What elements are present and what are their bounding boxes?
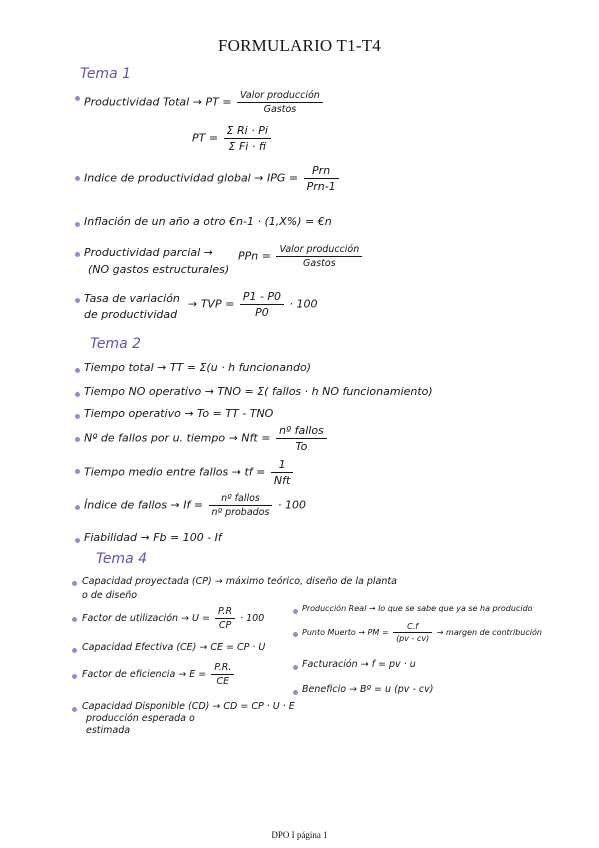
formula-rhs: · 100 (277, 498, 306, 512)
formula-lhs: PPn = (238, 249, 271, 263)
bullet-dot (293, 690, 298, 695)
bullet-dot (72, 707, 77, 712)
fraction-numerator: Prn (304, 164, 339, 179)
fraction-denominator: To (295, 440, 308, 453)
punto-muerto-label: Punto Muerto → PM = (302, 628, 389, 637)
bullet-dot (75, 222, 80, 227)
fraction-numerator: Σ Ri · Pi (224, 124, 271, 139)
productividad-total-formula (192, 124, 273, 153)
bullet-dot (72, 617, 77, 622)
bullet-dot (75, 252, 80, 257)
fraction-denominator: Gastos (263, 104, 297, 115)
indice-global-label: Indice de productividad global → IPG = (84, 171, 299, 185)
fiabilidad-row: Fiabilidad → Fb = 100 - If (84, 531, 222, 544)
tasa-label: Tasa de variación (84, 292, 180, 305)
cap-disponible-line-2: producción esperada o (86, 713, 195, 724)
cap-proyectada-row (82, 576, 397, 587)
tasa-fraction (240, 290, 284, 319)
formula-lhs: → TVP = (188, 297, 235, 311)
bullet-dot (75, 414, 80, 419)
tiempo-operativo-row: Tiempo operativo → To = TT - TNO (84, 407, 274, 420)
formula-rhs: · 100 (289, 297, 318, 311)
bullet-dot (293, 632, 298, 637)
fraction-denominator: Σ Fi · fi (228, 140, 266, 153)
indice-global-fraction (304, 164, 339, 193)
formula-lhs: PT = (192, 131, 219, 145)
tiempo-total-row: Tiempo total → TT = Σ(u · h funcionando) (84, 361, 311, 374)
bullet-dot (75, 392, 80, 397)
bullet-dot (75, 176, 80, 181)
cap-proyectada-rhs: máximo teórico, diseño de la planta (225, 576, 397, 587)
bullet-dot (72, 648, 77, 653)
prod-parcial-note: (NO gastos estructurales) (88, 263, 230, 276)
fraction-denominator: Gastos (303, 258, 336, 269)
page-footer: DPO I página 1 (271, 830, 328, 840)
tasa-label-2: de productividad (84, 308, 178, 321)
factor-utilizacion-row (82, 606, 264, 631)
fraction-denominator: CE (216, 676, 230, 687)
bullet-dot (293, 665, 298, 670)
fraction-numerator: Valor producción (276, 244, 362, 257)
prod-parcial-fraction (276, 244, 362, 269)
factor-eficiencia-label: Factor de eficiencia → E = (82, 669, 207, 680)
facturacion-row: Facturación → f = pv · u (302, 659, 416, 670)
punto-muerto-rhs: → margen de contribución (436, 628, 542, 637)
indice-fallos-row (84, 493, 306, 518)
fraction-denominator: Nft (273, 474, 291, 487)
tema-2-heading: Tema 2 (90, 336, 142, 352)
fraction-numerator: P.R. (211, 662, 234, 675)
page-title: FORMULARIO T1-T4 (218, 36, 381, 55)
bullet-dot (75, 538, 80, 543)
punto-muerto-row (302, 622, 542, 643)
factor-utilizacion-label: Factor de utilización → U = (82, 613, 210, 624)
bullet-dot (75, 96, 80, 101)
cap-proyectada-line-2: o de diseño (82, 590, 138, 601)
inflacion-formula: €n-1 · (1,X%) = €n (229, 215, 332, 228)
productividad-total-label: Productividad Total (84, 95, 190, 109)
cap-disponible-line-3: estimada (86, 725, 131, 736)
cap-proyectada-label: Capacidad proyectada (CP) → (82, 576, 223, 587)
indice-fallos-fraction (209, 493, 273, 518)
bullet-dot (75, 505, 80, 510)
bullet-dot (72, 581, 77, 586)
productividad-total-lhs: → PT = (192, 95, 232, 109)
factor-utilizacion-fraction (215, 606, 235, 631)
factor-eficiencia-fraction (211, 662, 234, 687)
fraction-denominator: Prn-1 (306, 180, 336, 193)
fraction-numerator: nº fallos (209, 493, 273, 506)
tiempo-medio-row (84, 458, 295, 487)
indice-fallos-label: Índice de fallos → If = (84, 498, 204, 512)
fraction-denominator: nº probados (211, 507, 270, 518)
beneficio-row: Beneficio → Bº = u (pv - cv) (302, 684, 434, 695)
bullet-dot (293, 609, 298, 614)
fraction-denominator: P0 (255, 306, 269, 319)
tiempo-medio-label: Tiempo medio entre fallos → tf = (84, 465, 266, 479)
fraction-numerator: nº fallos (276, 424, 327, 439)
n-fallos-label: Nº de fallos por u. tiempo → Nft = (84, 431, 271, 445)
cap-efectiva-row: Capacidad Efectiva (CE) → CE = CP · U (82, 642, 266, 653)
fraction-numerator: 1 (271, 458, 293, 473)
inflacion-row (84, 215, 332, 228)
n-fallos-fraction (276, 424, 327, 453)
tema-4-heading: Tema 4 (96, 551, 148, 567)
fraction-denominator: (pv - cv) (396, 634, 430, 643)
bullet-dot (75, 469, 80, 474)
tiempo-no-operativo-row: Tiempo NO operativo → TNO = Σ( fallos · h NO funcionamiento) (84, 385, 433, 398)
tasa-formula (188, 290, 318, 319)
bullet-dot (75, 298, 80, 303)
inflacion-label: Inflación de un año a otro (84, 215, 226, 228)
produccion-real-row: Producción Real → lo que se sabe que ya se ha producido (302, 604, 533, 613)
fraction-denominator: CP (218, 620, 232, 631)
punto-muerto-fraction (393, 622, 432, 643)
factor-eficiencia-row (82, 662, 236, 687)
prod-parcial-label: Productividad parcial → (84, 246, 213, 259)
formula-rhs: · 100 (240, 613, 265, 624)
fraction-numerator: C.f (393, 622, 432, 633)
fraction-numerator: P1 - P0 (240, 290, 284, 305)
cap-disponible-row: Capacidad Disponible (CD) → CD = CP · U · E (82, 701, 295, 712)
bullet-dot (72, 674, 77, 679)
fraction-numerator: P.R (215, 606, 235, 619)
productividad-total-row (84, 90, 325, 115)
prod-parcial-formula (238, 244, 364, 269)
fraction-numerator: Valor producción (237, 90, 323, 103)
productividad-total-fraction (237, 90, 323, 115)
tema-1-heading: Tema 1 (80, 66, 132, 82)
bullet-dot (75, 368, 80, 373)
bullet-dot (75, 437, 80, 442)
indice-global-row (84, 164, 341, 193)
n-fallos-row (84, 424, 329, 453)
formula-fraction (224, 124, 271, 153)
tiempo-medio-fraction (271, 458, 293, 487)
